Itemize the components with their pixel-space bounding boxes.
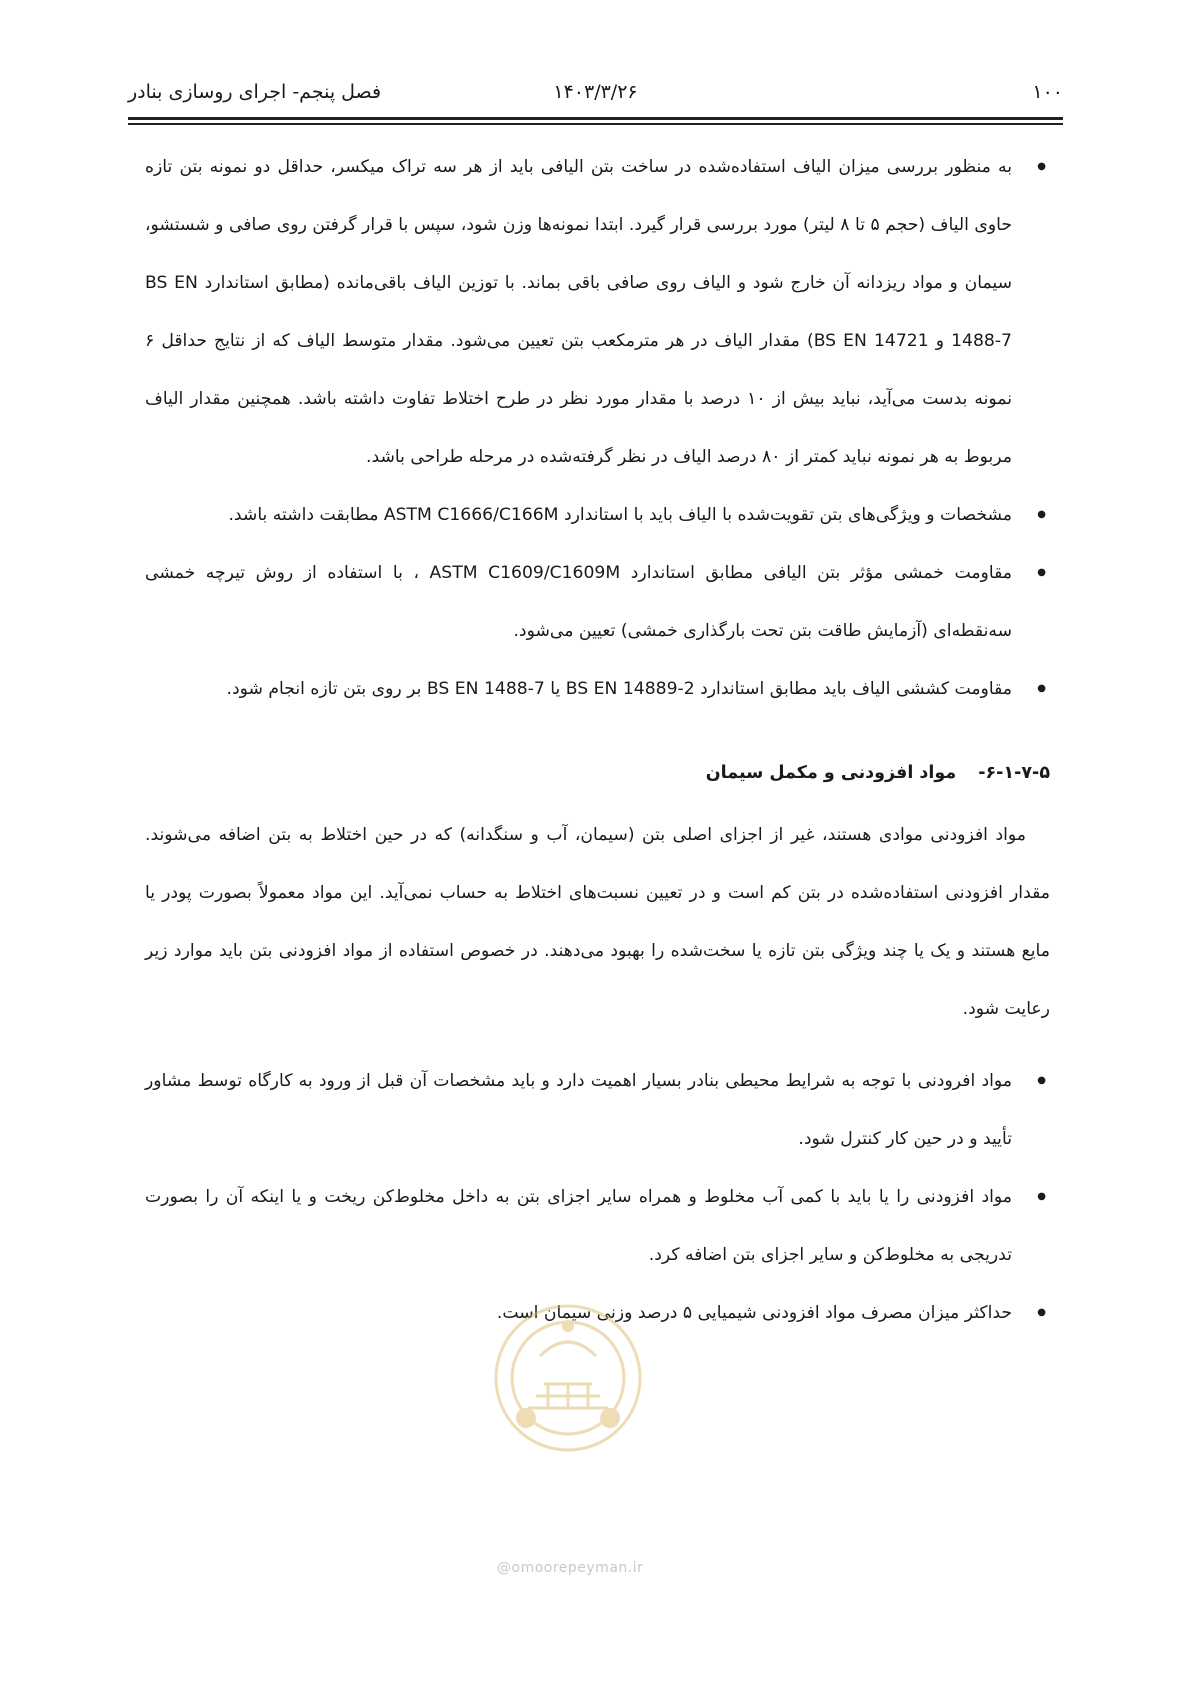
header-rule-thick	[128, 117, 1063, 120]
list-item-text: ● مواد افرودنی با توجه به شرایط محیطی بنادر بسیار اهمیت دارد و باید مشخصات آن قبل از ورود به کارگاه توسط مشاور تأیید و در حین کار کنترل شود.	[145, 1071, 1012, 1149]
list-item-text: ● مشخصات و ویژگی‌های بتن تقویت‌شده با الیاف باید با استاندارد ASTM C1666/C166M مطابقت داشته باشد.	[228, 505, 1012, 525]
section-title: مواد افزودنی و مکمل سیمان	[705, 763, 957, 783]
list-item	[145, 1052, 1050, 1168]
list-item	[145, 486, 1050, 544]
intro-paragraph: مواد افزودنی موادی هستند، غیر از اجزای اصلی بتن (سیمان، آب و سنگدانه) که در حین اختلاط به بتن اضافه می‌شوند. مقدار افزودنی استفاده‌شده در بتن کم است و در تعیین نسبت‌های اختلاط به حساب نمی‌آید. این مواد معمولاً بصورت پودر یا مایع هستند و یک یا چند ویژگی بتن تازه یا سخت‌شده را بهبود می‌دهند. در خصوص استفاده از مواد افزودنی بتن باید موارد زیر رعایت شود.	[145, 825, 1050, 1019]
page-header	[128, 75, 1063, 109]
list-item-text: ● مقاومت خمشی مؤثر بتن الیافی مطابق استاندارد ASTM C1609/C1609M ، با استفاده از روش تیرچه خمشی سه‌نقطه‌ای (آزمایش طاقت بتن تحت بارگذاری خمشی) تعیین می‌شود.	[145, 563, 1012, 641]
chapter-title: فصل پنجم- اجرای روسازی بنادر	[128, 81, 382, 103]
list-item-text: ● حداکثر میزان مصرف مواد افزودنی شیمیایی ۵ درصد وزنی سیمان است.	[496, 1303, 1012, 1323]
page-number: ۱۰۰	[1032, 81, 1063, 103]
list-item-text: ● مقاومت کششی الیاف باید مطابق استاندارد BS EN 14889-2 یا BS EN 1488-7 بر روی بتن تازه انجام شود.	[226, 679, 1012, 699]
list-item	[145, 138, 1050, 486]
list-item	[145, 660, 1050, 718]
watermark-logo	[488, 1298, 648, 1458]
list-item	[145, 544, 1050, 660]
section-heading	[145, 744, 1050, 802]
page-content	[145, 138, 1050, 1342]
header-date: ۱۴۰۳/۳/۲۶	[553, 81, 638, 103]
watermark-url: @omoorepeyman.ir	[497, 1560, 644, 1576]
list-item-text: ● به منظور بررسی میزان الیاف استفاده‌شده در ساخت بتن الیافی باید از هر سه تراک میکسر، حداقل دو نمونه بتن تازه حاوی الیاف (حجم ۵ تا ۸ لیتر) مورد بررسی قرار گیرد. ابتدا نمونه‌ها وزن شود، سپس با قرار گرفتن روی صافی و شستشو، سیمان و مواد ریزدانه آن خارج شود و الیاف روی صافی باقی بماند. با توزین الیاف باقی‌مانده (مطابق استاندارد BS EN 1488-7 و BS EN 14721) مقدار الیاف در هر مترمکعب بتن تعیین می‌شود. مقدار متوسط الیاف که از نتایج حداقل ۶ نمونه بدست می‌آید، نباید بیش از ۱۰ درصد با مقدار مورد نظر در طرح اختلاط تفاوت داشته باشد. همچنین مقدار الیاف مربوط به هر نمونه نباید کمتر از ۸۰ درصد الیاف در نظر گرفته‌شده در مرحله طراحی باشد.	[145, 157, 1012, 467]
header-rule-thin	[128, 123, 1063, 125]
list-item	[145, 1168, 1050, 1284]
section-number: ۶-۱-۷-۵-	[978, 763, 1050, 783]
fiber-requirements-list	[145, 138, 1050, 718]
list-item-text: ● مواد افزودنی را یا باید با کمی آب مخلوط و همراه سایر اجزای بتن به داخل مخلوط‌کن ریخت و یا اینکه آن را بصورت تدریجی به مخلوط‌کن و سایر اجزای بتن اضافه کرد.	[145, 1187, 1012, 1265]
